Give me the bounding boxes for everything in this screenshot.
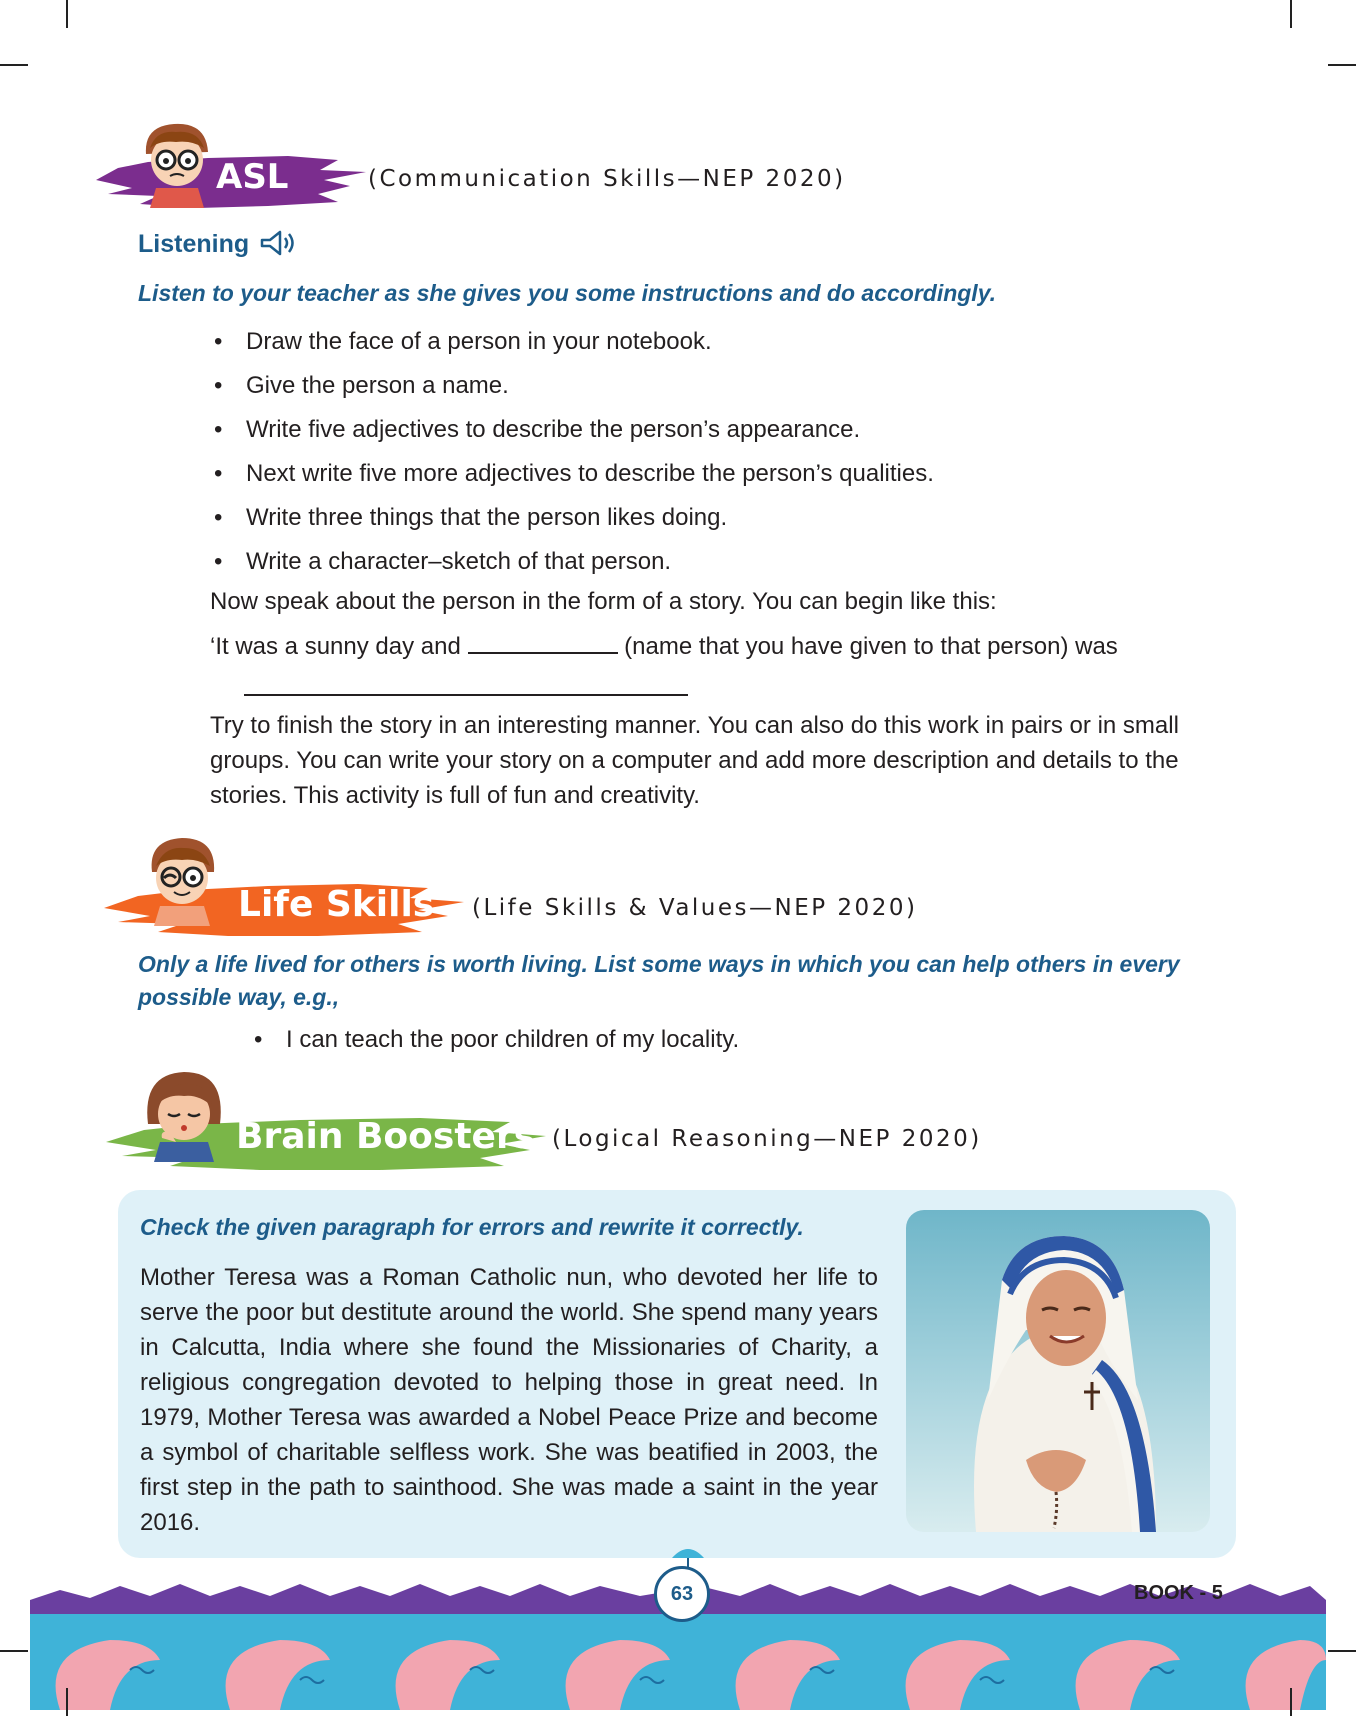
asl-label: ASL [216,157,289,197]
brain-boosters-paragraph: Mother Teresa was a Roman Catholic nun, who devoted her life to serve the poor but destitute around the world. She spend many years in Calcutta, India where she found the Missionaries of Charity, a religious congregation devoted to helping those in great need. In 1979, Mother Teresa was awarded a Nobel Peace Prize and become a symbol of charitable selfless work. She was beatified in 2003, the first step in the path to sainthood. She was made a saint in the year 2016. [140,1264,878,1536]
story-begin-a: ‘It was a sunny day and [210,633,461,660]
asl-instruction-list [210,320,934,584]
speaker-icon [260,228,300,258]
crop-mark [1328,1650,1356,1652]
girl-glasses-icon [140,832,224,926]
finish-story-text: Try to finish the story in an interesting manner. You can also do this work in pairs or in small groups. You can write your story on a computer and add more description and details to the stories. This activity is full of fun and creativity. [210,712,1179,809]
listening-heading [138,228,300,259]
list-item: • Write a character–sketch of that person. [210,540,934,584]
brain-boosters-instruction: Check the given paragraph for errors and rewrite it correctly. [140,1214,804,1240]
crop-mark [66,1688,68,1716]
crop-mark [1328,64,1356,66]
life-skills-list [250,1018,739,1062]
brain-boosters-label: Brain Boosters [236,1116,536,1157]
list-item: • Give the person a name. [210,364,934,408]
story-begin-b: (name that you have given to that person) was [624,633,1118,660]
asl-instruction: Listen to your teacher as she gives you some instructions and do accordingly. [138,280,997,306]
answer-blank-line [244,694,688,696]
crop-mark [1290,0,1292,28]
umbrella-icon [668,1540,708,1570]
story-begin-line [210,628,1118,664]
name-blank [468,628,618,654]
girl-thinking-icon [140,1064,230,1162]
book-label: BOOK - 5 [1134,1582,1223,1604]
listening-label: Listening [138,230,250,258]
mother-teresa-illustration [906,1210,1210,1532]
mother-teresa-portrait [906,1210,1210,1532]
life-skills-tag: (Life Skills & Values—NEP 2020) [472,895,918,921]
list-item: • Next write five more adjectives to describe the person’s qualities. [210,452,934,496]
page-number: 63 [654,1566,710,1622]
crop-mark [0,1650,28,1652]
list-item: • Draw the face of a person in your notebook. [210,320,934,364]
life-skills-instruction: Only a life lived for others is worth living. List some ways in which you can help others in every possible way, e.g., [138,951,1180,1010]
life-skills-label: Life Skills [238,884,435,925]
crop-mark [1290,1688,1292,1716]
list-item: • Write three things that the person likes doing. [210,496,934,540]
boy-glasses-icon [136,118,218,208]
list-item: • I can teach the poor children of my locality. [250,1018,739,1062]
crop-mark [66,0,68,28]
crop-mark [0,64,28,66]
brain-boosters-tag: (Logical Reasoning—NEP 2020) [552,1126,982,1152]
list-item: • Write five adjectives to describe the person’s appearance. [210,408,934,452]
now-speak-text: Now speak about the person in the form of a story. You can begin like this: [210,588,997,615]
asl-tag: (Communication Skills—NEP 2020) [368,166,846,192]
